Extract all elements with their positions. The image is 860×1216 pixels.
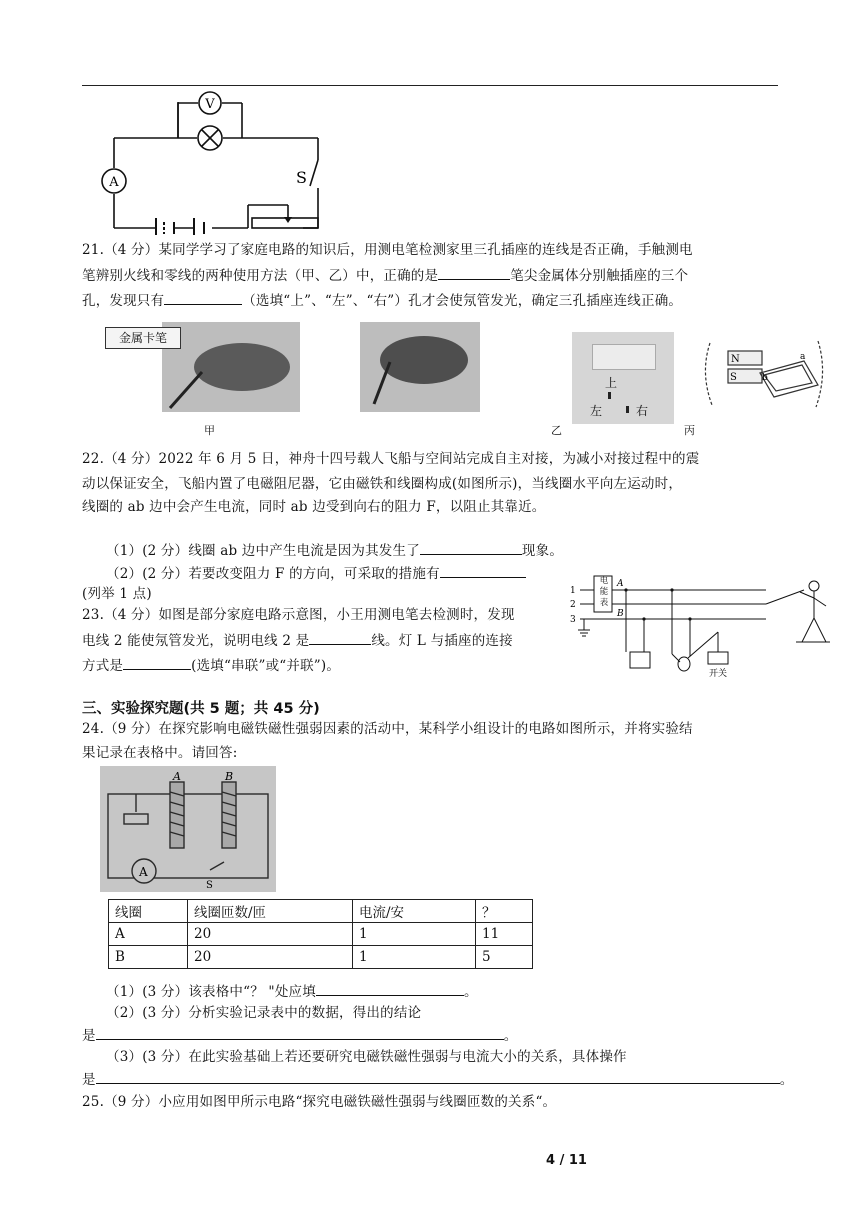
- q22-answer-blank-2[interactable]: [440, 563, 526, 578]
- coil-a-label: A: [173, 770, 181, 783]
- table-header-cell: 电流/安: [353, 900, 476, 923]
- q22-line1: 22.（4 分）2022 年 6 月 5 日，神舟十四号载人飞船与空间站完成自主对接，为减小对接过程中的震: [82, 451, 700, 467]
- socket-label-up: 上: [605, 376, 618, 390]
- q25-line1: 25.（9 分）小应用如图甲所示电路“探究电磁铁磁性强弱与线圈匝数的关系“。: [82, 1094, 557, 1110]
- table-cell: 1: [353, 946, 476, 969]
- table-cell: 11: [476, 923, 533, 946]
- q24-sub1-text-a: （1）(3 分）该表格中“？ "处应填: [106, 984, 316, 1000]
- q21-line3: [82, 290, 682, 312]
- svg-text:S: S: [730, 372, 737, 383]
- table-row: [109, 946, 533, 969]
- q24-sub3: （3）(3 分）在此实验基础上若还要研究电磁铁磁性强弱与电流大小的关系，具体操作: [106, 1049, 627, 1065]
- hand-pen-icon-2: [360, 322, 480, 412]
- q24-circuit-sketch: [100, 766, 276, 892]
- header-rule: [82, 85, 778, 86]
- energy-meter-label: 电能表: [599, 576, 609, 608]
- q23-line2-text-a: 电线 2 能使氖管发光，说明电线 2 是: [82, 633, 310, 649]
- q24-answer-blank-1[interactable]: [316, 981, 464, 996]
- q22-sub1-text-b: 现象。: [521, 543, 564, 559]
- metal-pen-label: 金属卡笔: [105, 327, 181, 349]
- q23-line3-text-b: (选填“串联”或“并联”)。: [191, 658, 341, 674]
- wire-1-label: 1: [570, 586, 576, 596]
- section-heading-3: 三、实验探究题(共 5 题；共 45 分): [82, 701, 320, 717]
- q21-answer-blank-2[interactable]: [164, 290, 242, 305]
- table-cell: A: [109, 923, 188, 946]
- table-cell: 20: [188, 946, 353, 969]
- q24-sub3-text-c: 。: [779, 1072, 794, 1088]
- q24-answer-blank-3[interactable]: [96, 1069, 780, 1084]
- q24-sub3-answer: [82, 1069, 793, 1091]
- wire-3-label: 3: [570, 615, 576, 625]
- svg-text:b: b: [762, 373, 768, 383]
- socket-label-left: 左: [590, 404, 603, 418]
- q21-line2: [82, 265, 688, 287]
- q24-sub2-text-b: 是: [82, 1028, 96, 1044]
- q24-answer-blank-2[interactable]: [96, 1025, 504, 1040]
- table-cell: 1: [353, 923, 476, 946]
- photo-three-hole-socket: [572, 332, 674, 424]
- q21-line3-text-b: （选填“上”、“左”、“右”）孔才会使氖管发光，确定三孔插座连线正确。: [242, 293, 683, 309]
- q24-sub1-text-b: 。: [463, 984, 478, 1000]
- svg-text:a: a: [800, 352, 806, 362]
- q24-sub2-text-c: 。: [503, 1028, 518, 1044]
- table-header-cell: 线圈: [109, 900, 188, 923]
- table-header-cell: 线圈匝数/匝: [188, 900, 353, 923]
- caption-jia: 甲: [204, 424, 215, 437]
- q21-line2-text-b: 笔尖金属体分别触插座的三个: [510, 268, 689, 284]
- q24-results-table: [108, 899, 533, 969]
- q21-answer-blank-1[interactable]: [438, 265, 510, 280]
- table-row: [109, 923, 533, 946]
- q22-sub1-text-a: （1）(2 分）线圈 ab 边中产生电流是因为其发生了: [106, 543, 420, 559]
- q24-sub2-answer: [82, 1025, 517, 1047]
- svg-text:N: N: [731, 354, 740, 365]
- damper-coil-magnet-diagram: [700, 333, 828, 415]
- q22-sub2-tail: (列举 1 点): [82, 586, 152, 602]
- q24-sub3-text-b: 是: [82, 1072, 96, 1088]
- q23-line2: [82, 630, 513, 652]
- q21-line2-text-a: 笔辨别火线和零线的两种使用方法（甲、乙）中，正确的是: [82, 268, 439, 284]
- switch-label-q24: S: [206, 880, 213, 891]
- q21-line3-text-a: 孔，发现只有: [82, 293, 165, 309]
- q22-sub1: [106, 540, 563, 562]
- caption-bing: 丙: [684, 424, 695, 437]
- point-b-label: B: [617, 609, 624, 619]
- q24-sub1: [106, 981, 478, 1003]
- point-a-label: A: [617, 579, 624, 589]
- table-cell: 20: [188, 923, 353, 946]
- q22-line3: 线圈的 ab 边中会产生电流，同时 ab 边受到向右的阻力 F，以阻止其靠近。: [82, 499, 546, 515]
- q23-line1: 23.（4 分）如图是部分家庭电路示意图，小王用测电笔去检测时，发现: [82, 607, 515, 623]
- q20-circuit-diagram: [98, 90, 338, 235]
- switch-caption: 开关: [709, 669, 728, 679]
- ammeter-label: A: [109, 175, 119, 190]
- q21-line1: 21.（4 分）某同学学习了家庭电路的知识后，用测电笔检测家里三孔插座的连线是否正确，手触测电: [82, 242, 693, 258]
- table-cell: B: [109, 946, 188, 969]
- caption-yi: 乙: [551, 424, 562, 437]
- coil-b-label: B: [225, 770, 234, 783]
- q24-line1: 24.（9 分）在探究影响电磁铁磁性强弱因素的活动中，某科学小组设计的电路如图所示，并将实验结: [82, 721, 693, 737]
- socket-label-right: 右: [636, 404, 649, 418]
- table-header-row: [109, 900, 533, 923]
- photo-pen-method-yi: [360, 322, 480, 412]
- switch-label: S: [296, 168, 307, 187]
- q24-line2: 果记录在表格中。请回答:: [82, 745, 238, 761]
- q23-line3: [82, 655, 340, 677]
- hand-pen-icon: [162, 322, 300, 412]
- page-number: 4 / 11: [546, 1153, 587, 1168]
- q24-electromagnet-circuit-photo: [100, 766, 276, 892]
- voltmeter-label: V: [205, 97, 215, 112]
- q22-answer-blank-1[interactable]: [420, 540, 522, 555]
- q24-sub2: （2）(3 分）分析实验记录表中的数据，得出的结论: [106, 1005, 422, 1021]
- q22-line2: 动以保证安全，飞船内置了电磁阻尼器，它由磁铁和线圈构成(如图所示)，当线圈水平向左运动时，: [82, 476, 683, 492]
- q22-sub2: [106, 563, 526, 585]
- q23-line3-text-a: 方式是: [82, 658, 124, 674]
- q22-sub2-text-a: （2）(2 分）若要改变阻力 F 的方向，可采取的措施有: [106, 566, 440, 582]
- ammeter-label-q24: A: [139, 865, 148, 879]
- q23-line2-text-b: 线。灯 L 与插座的连接: [371, 633, 513, 649]
- wire-2-label: 2: [570, 600, 576, 610]
- table-cell: 5: [476, 946, 533, 969]
- q23-answer-blank-2[interactable]: [123, 655, 191, 670]
- q23-answer-blank-1[interactable]: [309, 630, 371, 645]
- photo-pen-method-jia: [162, 322, 300, 412]
- table-header-cell: ？: [476, 900, 533, 923]
